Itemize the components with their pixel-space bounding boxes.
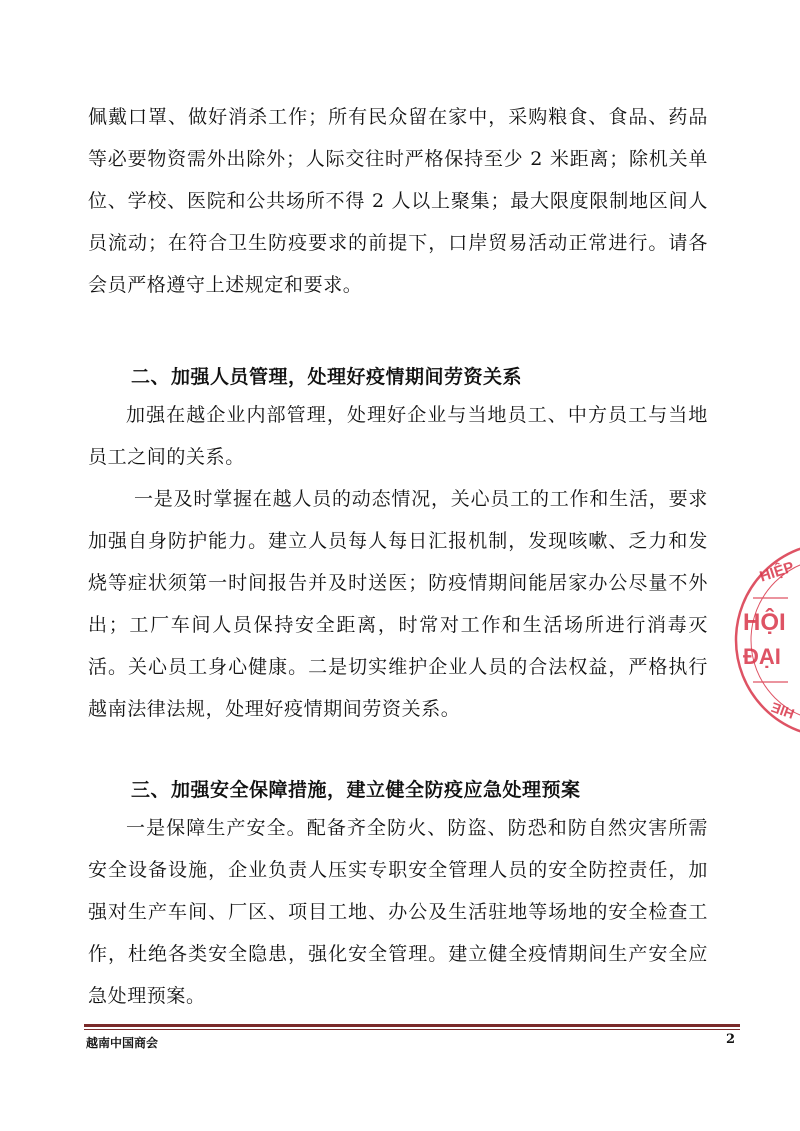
section-heading-3	[131, 775, 581, 802]
section-heading-2	[131, 362, 522, 389]
section-number: 三、	[131, 779, 171, 801]
footer-rule	[84, 1024, 740, 1027]
svg-text:HỘI: HỘI	[743, 609, 786, 636]
section-title: 加强人员管理，处理好疫情期间劳资关系	[171, 366, 523, 388]
paragraph-3: 一是及时掌握在越人员的动态情况，关心员工的工作和生活，要求加强自身防护能力。建立人员每人每日汇报机制，发现咳嗽、乏力和发烧等症状须第一时间报告并及时送医；防疫情期间能居家办公尽量不外出；工厂车间人员保持安全距离，时常对工作和生活场所进行消毒灭活。关心员工身心健康。二是切实维护企业人员的合法权益，严格执行越南法律法规，处理好疫情期间劳资关系。	[88, 488, 708, 720]
footer-rule-thin	[84, 1029, 740, 1030]
seal-stamp-icon	[733, 540, 800, 740]
svg-text:HIE: HIE	[768, 699, 797, 723]
paragraph-4: 一是保障生产安全。配备齐全防火、防盗、防恐和防自然灾害所需安全设备设施，企业负责人压实专职安全管理人员的安全防控责任，加强对生产车间、厂区、项目工地、办公及生活驻地等场地的安全检查工作，杜绝各类安全隐患，强化安全管理。建立健全疫情期间生产安全应急处理预案。	[88, 817, 708, 1007]
section-title: 加强安全保障措施，建立健全防疫应急处理预案	[171, 779, 581, 801]
section-number: 二、	[131, 366, 171, 388]
svg-text:HIỆP: HIỆP	[757, 558, 797, 586]
footer-organization: 越南中国商会	[86, 1036, 159, 1050]
page-number: 2	[726, 1032, 736, 1047]
paragraph-2: 加强在越企业内部管理，处理好企业与当地员工、中方员工与当地员工之间的关系。	[88, 404, 708, 468]
svg-text:ĐẠI: ĐẠI	[743, 644, 781, 669]
paragraph-1: 佩戴口罩、做好消杀工作；所有民众留在家中，采购粮食、食品、药品等必要物资需外出除外；人际交往时严格保持至少 2 米距离；除机关单位、学校、医院和公共场所不得 2 人以上聚集；最大限度限制地区间人员流动；在符合卫生防疫要求的前提下，口岸贸易活动正常进行。请各会员严格遵守上述规定和要求。	[88, 106, 708, 296]
